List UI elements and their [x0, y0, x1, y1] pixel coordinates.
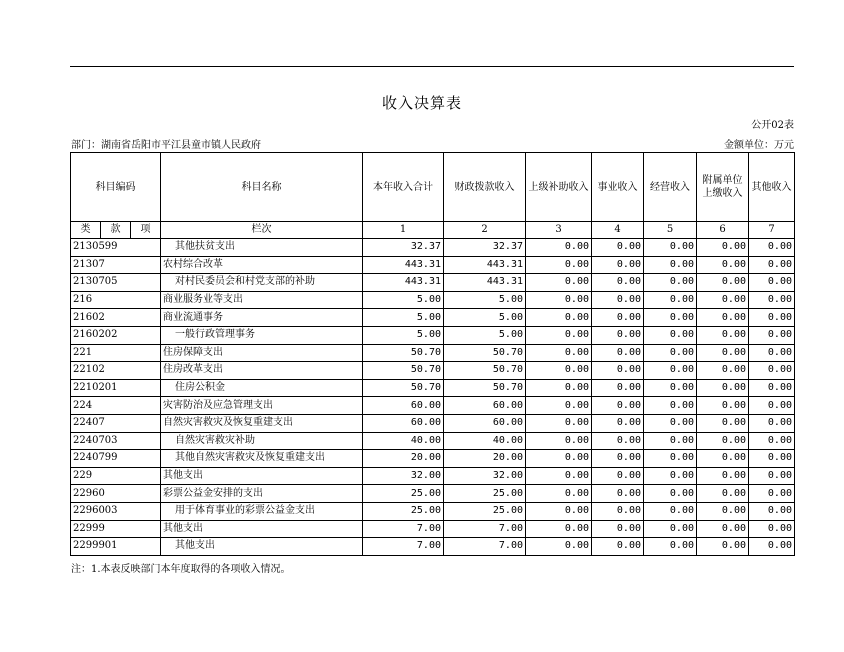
amount-cell: 0.00	[526, 467, 592, 485]
subject-code: 224	[71, 397, 161, 415]
amount-cell: 50.70	[363, 362, 444, 380]
amount-cell: 32.00	[363, 467, 444, 485]
amount-cell: 443.31	[444, 274, 526, 292]
table-row	[71, 414, 795, 432]
amount-cell: 0.00	[644, 520, 697, 538]
amount-cell: 0.00	[526, 520, 592, 538]
subject-name: 商业流通事务	[161, 309, 363, 327]
table-row	[71, 538, 795, 556]
amount-cell: 0.00	[526, 274, 592, 292]
amount-cell: 7.00	[444, 520, 526, 538]
amount-cell: 0.00	[697, 379, 749, 397]
page-title: 收入决算表	[381, 94, 462, 112]
amount-cell: 0.00	[749, 326, 795, 344]
subject-name: 自然灾害救灾及恢复重建支出	[161, 414, 363, 432]
amount-cell: 20.00	[363, 450, 444, 468]
subject-name: 农村综合改革	[161, 256, 363, 274]
amount-cell: 5.00	[444, 326, 526, 344]
amount-cell: 0.00	[644, 485, 697, 503]
subject-name: 灾害防治及应急管理支出	[161, 397, 363, 415]
table-row	[71, 502, 795, 520]
header-other: 其他收入	[749, 153, 795, 222]
form-number: 公开02表	[751, 120, 794, 131]
amount-cell: 0.00	[749, 502, 795, 520]
subject-name: 住房公积金	[161, 379, 363, 397]
amount-cell: 0.00	[592, 485, 644, 503]
amount-cell: 0.00	[749, 450, 795, 468]
amount-cell: 0.00	[592, 291, 644, 309]
amount-cell: 443.31	[444, 256, 526, 274]
subheader-lei: 类	[71, 222, 101, 239]
subject-name: 住房改革支出	[161, 362, 363, 380]
amount-cell: 0.00	[644, 414, 697, 432]
amount-cell: 20.00	[444, 450, 526, 468]
subheader-row	[71, 222, 795, 239]
amount-cell: 0.00	[644, 326, 697, 344]
amount-cell: 0.00	[526, 432, 592, 450]
subheader-col-6: 6	[697, 222, 749, 239]
header-operating: 经营收入	[644, 153, 697, 222]
amount-cell: 0.00	[526, 379, 592, 397]
amount-cell: 0.00	[526, 538, 592, 556]
amount-cell: 0.00	[749, 432, 795, 450]
amount-cell: 0.00	[526, 239, 592, 257]
header-superior: 上级补助收入	[526, 153, 592, 222]
amount-cell: 0.00	[592, 467, 644, 485]
amount-cell: 0.00	[644, 467, 697, 485]
amount-cell: 0.00	[749, 485, 795, 503]
amount-cell: 0.00	[697, 450, 749, 468]
amount-cell: 0.00	[749, 291, 795, 309]
subject-code: 2130705	[71, 274, 161, 292]
table-row	[71, 485, 795, 503]
amount-cell: 0.00	[526, 326, 592, 344]
header-affiliated: 附属单位上缴收入	[697, 153, 749, 222]
subject-code: 221	[71, 344, 161, 362]
amount-cell: 0.00	[749, 239, 795, 257]
amount-cell: 0.00	[697, 538, 749, 556]
amount-cell: 0.00	[526, 362, 592, 380]
amount-cell: 25.00	[363, 502, 444, 520]
subject-name: 其他支出	[161, 538, 363, 556]
amount-cell: 5.00	[363, 309, 444, 327]
subject-code: 2240703	[71, 432, 161, 450]
amount-cell: 0.00	[697, 309, 749, 327]
subject-name: 其他支出	[161, 467, 363, 485]
amount-cell: 0.00	[644, 362, 697, 380]
department-label: 部门：湖南省岳阳市平江县童市镇人民政府	[71, 140, 261, 151]
subject-name: 用于体育事业的彩票公益金支出	[161, 502, 363, 520]
amount-cell: 0.00	[697, 485, 749, 503]
amount-cell: 0.00	[749, 309, 795, 327]
amount-cell: 0.00	[749, 467, 795, 485]
amount-unit-label: 金额单位：万元	[724, 140, 794, 151]
amount-cell: 0.00	[697, 432, 749, 450]
subject-code: 2210201	[71, 379, 161, 397]
amount-cell: 0.00	[697, 239, 749, 257]
amount-cell: 0.00	[526, 502, 592, 520]
amount-cell: 0.00	[697, 397, 749, 415]
amount-cell: 50.70	[363, 379, 444, 397]
amount-cell: 0.00	[697, 326, 749, 344]
subject-name: 其他扶贫支出	[161, 239, 363, 257]
subject-code: 2160202	[71, 326, 161, 344]
amount-cell: 0.00	[592, 379, 644, 397]
subject-code: 21307	[71, 256, 161, 274]
amount-cell: 0.00	[526, 256, 592, 274]
table-row	[71, 362, 795, 380]
amount-cell: 0.00	[592, 397, 644, 415]
amount-cell: 32.37	[444, 239, 526, 257]
header-fiscal: 财政拨款收入	[444, 153, 526, 222]
header-business: 事业收入	[592, 153, 644, 222]
amount-cell: 0.00	[697, 467, 749, 485]
amount-cell: 0.00	[644, 274, 697, 292]
subject-code: 22407	[71, 414, 161, 432]
subheader-lanci: 栏次	[161, 222, 363, 239]
amount-cell: 32.37	[363, 239, 444, 257]
amount-cell: 60.00	[444, 414, 526, 432]
amount-cell: 50.70	[363, 344, 444, 362]
subject-code: 22102	[71, 362, 161, 380]
amount-cell: 0.00	[749, 362, 795, 380]
amount-cell: 5.00	[444, 309, 526, 327]
amount-cell: 0.00	[592, 502, 644, 520]
amount-cell: 0.00	[644, 291, 697, 309]
amount-cell: 0.00	[592, 538, 644, 556]
amount-cell: 0.00	[526, 291, 592, 309]
amount-cell: 0.00	[749, 397, 795, 415]
amount-cell: 0.00	[644, 538, 697, 556]
subheader-col-4: 4	[592, 222, 644, 239]
amount-cell: 443.31	[363, 256, 444, 274]
table-row	[71, 326, 795, 344]
subject-name: 商业服务业等支出	[161, 291, 363, 309]
footnote: 注：1.本表反映部门本年度取得的各项收入情况。	[71, 564, 291, 575]
amount-cell: 0.00	[697, 274, 749, 292]
subject-code: 229	[71, 467, 161, 485]
amount-cell: 0.00	[749, 274, 795, 292]
amount-cell: 0.00	[644, 397, 697, 415]
amount-cell: 0.00	[592, 326, 644, 344]
amount-cell: 0.00	[749, 256, 795, 274]
amount-cell: 0.00	[526, 450, 592, 468]
amount-cell: 0.00	[592, 309, 644, 327]
subject-name: 自然灾害救灾补助	[161, 432, 363, 450]
amount-cell: 0.00	[697, 344, 749, 362]
amount-cell: 0.00	[697, 256, 749, 274]
subject-code: 2296003	[71, 502, 161, 520]
amount-cell: 0.00	[592, 362, 644, 380]
amount-cell: 25.00	[444, 502, 526, 520]
subheader-xiang: 项	[131, 222, 161, 239]
amount-cell: 0.00	[644, 256, 697, 274]
subject-name: 住房保障支出	[161, 344, 363, 362]
amount-cell: 0.00	[644, 432, 697, 450]
amount-cell: 0.00	[697, 414, 749, 432]
amount-cell: 0.00	[592, 274, 644, 292]
amount-cell: 0.00	[749, 379, 795, 397]
table-row	[71, 274, 795, 292]
table-row	[71, 397, 795, 415]
subheader-col-5: 5	[644, 222, 697, 239]
table-row	[71, 450, 795, 468]
header-row	[71, 153, 795, 222]
subject-name: 其他自然灾害救灾及恢复重建支出	[161, 450, 363, 468]
amount-cell: 0.00	[644, 379, 697, 397]
amount-cell: 0.00	[592, 256, 644, 274]
subheader-col-1: 1	[363, 222, 444, 239]
subheader-kuan: 款	[101, 222, 131, 239]
amount-cell: 60.00	[363, 397, 444, 415]
header-total: 本年收入合计	[363, 153, 444, 222]
table-row	[71, 239, 795, 257]
amount-cell: 5.00	[363, 326, 444, 344]
header-name: 科目名称	[161, 153, 363, 222]
amount-cell: 40.00	[363, 432, 444, 450]
subheader-col-7: 7	[749, 222, 795, 239]
amount-cell: 0.00	[644, 309, 697, 327]
subject-code: 2240799	[71, 450, 161, 468]
subject-code: 2299901	[71, 538, 161, 556]
amount-cell: 25.00	[444, 485, 526, 503]
amount-cell: 7.00	[363, 520, 444, 538]
amount-cell: 0.00	[644, 344, 697, 362]
amount-cell: 0.00	[749, 344, 795, 362]
amount-cell: 50.70	[444, 362, 526, 380]
subject-name: 其他支出	[161, 520, 363, 538]
amount-cell: 40.00	[444, 432, 526, 450]
amount-cell: 0.00	[697, 291, 749, 309]
subject-code: 2130599	[71, 239, 161, 257]
amount-cell: 7.00	[363, 538, 444, 556]
amount-cell: 60.00	[444, 397, 526, 415]
subject-code: 21602	[71, 309, 161, 327]
table-row	[71, 309, 795, 327]
income-table	[70, 152, 795, 556]
table-row	[71, 379, 795, 397]
amount-cell: 0.00	[749, 414, 795, 432]
amount-cell: 0.00	[526, 485, 592, 503]
amount-cell: 0.00	[697, 362, 749, 380]
header-code: 科目编码	[71, 153, 161, 222]
amount-cell: 0.00	[592, 344, 644, 362]
subject-name: 对村民委员会和村党支部的补助	[161, 274, 363, 292]
amount-cell: 0.00	[749, 538, 795, 556]
table-row	[71, 291, 795, 309]
amount-cell: 0.00	[697, 502, 749, 520]
amount-cell: 50.70	[444, 379, 526, 397]
amount-cell: 0.00	[526, 414, 592, 432]
amount-cell: 0.00	[592, 520, 644, 538]
subject-code: 22960	[71, 485, 161, 503]
subheader-col-2: 2	[444, 222, 526, 239]
amount-cell: 0.00	[644, 450, 697, 468]
amount-cell: 0.00	[749, 520, 795, 538]
subject-code: 216	[71, 291, 161, 309]
subheader-col-3: 3	[526, 222, 592, 239]
top-rule	[70, 66, 794, 67]
amount-cell: 0.00	[526, 309, 592, 327]
table-row	[71, 256, 795, 274]
amount-cell: 0.00	[526, 344, 592, 362]
amount-cell: 50.70	[444, 344, 526, 362]
amount-cell: 32.00	[444, 467, 526, 485]
subject-code: 22999	[71, 520, 161, 538]
table-row	[71, 432, 795, 450]
table-row	[71, 520, 795, 538]
amount-cell: 0.00	[592, 239, 644, 257]
table-row	[71, 344, 795, 362]
amount-cell: 0.00	[526, 397, 592, 415]
table-row	[71, 467, 795, 485]
amount-cell: 0.00	[592, 432, 644, 450]
amount-cell: 0.00	[592, 450, 644, 468]
amount-cell: 0.00	[697, 520, 749, 538]
subject-name: 彩票公益金安排的支出	[161, 485, 363, 503]
amount-cell: 5.00	[363, 291, 444, 309]
amount-cell: 60.00	[363, 414, 444, 432]
amount-cell: 25.00	[363, 485, 444, 503]
amount-cell: 0.00	[592, 414, 644, 432]
amount-cell: 7.00	[444, 538, 526, 556]
amount-cell: 0.00	[644, 502, 697, 520]
amount-cell: 0.00	[644, 239, 697, 257]
amount-cell: 5.00	[444, 291, 526, 309]
subject-name: 一般行政管理事务	[161, 326, 363, 344]
amount-cell: 443.31	[363, 274, 444, 292]
